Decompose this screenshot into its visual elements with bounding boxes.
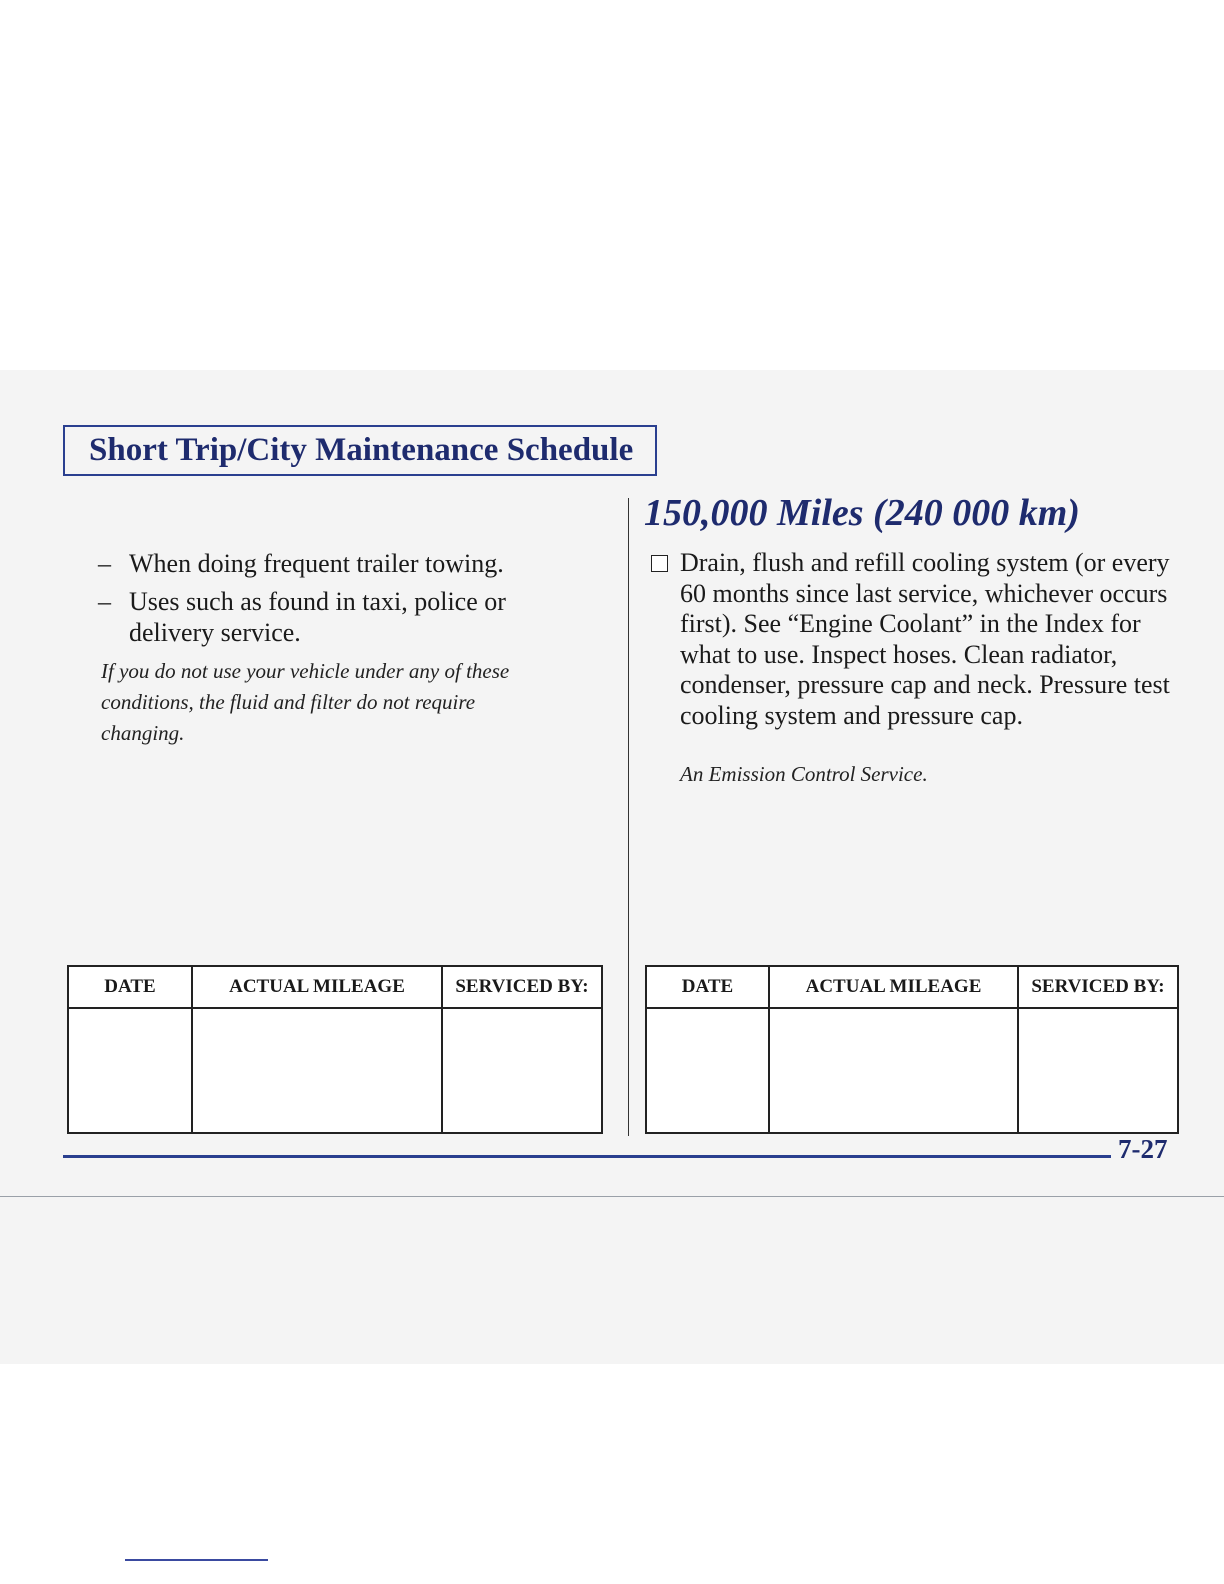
mileage-header: ACTUAL MILEAGE bbox=[769, 966, 1018, 1008]
bullet-item bbox=[98, 548, 578, 580]
section-title: Short Trip/City Maintenance Schedule bbox=[89, 432, 634, 468]
bullet-dash: – bbox=[98, 549, 111, 578]
service-record-table bbox=[67, 965, 603, 1134]
serviced-by-header: SERVICED BY: bbox=[442, 966, 602, 1008]
service-step-text: Drain, flush and refill cooling system (or every 60 months since last service, whichever occurs first). See “Engine Coolant” in the Index for what to use. Inspect hoses. Clean radiator, condenser, pressure cap and neck. Pressure test cooling system and pressure cap. bbox=[680, 548, 1170, 730]
date-header: DATE bbox=[68, 966, 192, 1008]
service-checkbox[interactable] bbox=[651, 555, 668, 572]
mileage-cell[interactable] bbox=[769, 1008, 1018, 1133]
mileage-cell[interactable] bbox=[192, 1008, 442, 1133]
page-number: 7-27 bbox=[1118, 1134, 1168, 1164]
bullet-text: Uses such as found in taxi, police or delivery service. bbox=[129, 587, 506, 647]
date-header: DATE bbox=[646, 966, 769, 1008]
condition-note: If you do not use your vehicle under any of these conditions, the fluid and filter do not require changing. bbox=[101, 659, 510, 745]
bullet-item bbox=[98, 586, 578, 650]
page-bottom-edge bbox=[0, 1196, 1224, 1197]
underline-mark bbox=[125, 1559, 268, 1561]
date-cell[interactable] bbox=[646, 1008, 769, 1133]
footer-rule bbox=[63, 1155, 1111, 1158]
table-header-row bbox=[68, 966, 602, 1008]
table-header-row bbox=[646, 966, 1178, 1008]
emission-note: An Emission Control Service. bbox=[680, 762, 928, 786]
table-row bbox=[68, 1008, 602, 1133]
date-cell[interactable] bbox=[68, 1008, 192, 1133]
column-divider bbox=[628, 498, 629, 1136]
bullet-dash: – bbox=[98, 587, 111, 616]
serviced-by-cell[interactable] bbox=[442, 1008, 602, 1133]
mileage-header: ACTUAL MILEAGE bbox=[192, 966, 442, 1008]
mileage-heading: 150,000 Miles (240 000 km) bbox=[644, 492, 1080, 534]
service-record-table bbox=[645, 965, 1179, 1134]
section-title-box bbox=[63, 425, 657, 476]
bullet-text: When doing frequent trailer towing. bbox=[129, 549, 504, 578]
table-row bbox=[646, 1008, 1178, 1133]
serviced-by-header: SERVICED BY: bbox=[1018, 966, 1178, 1008]
serviced-by-cell[interactable] bbox=[1018, 1008, 1178, 1133]
